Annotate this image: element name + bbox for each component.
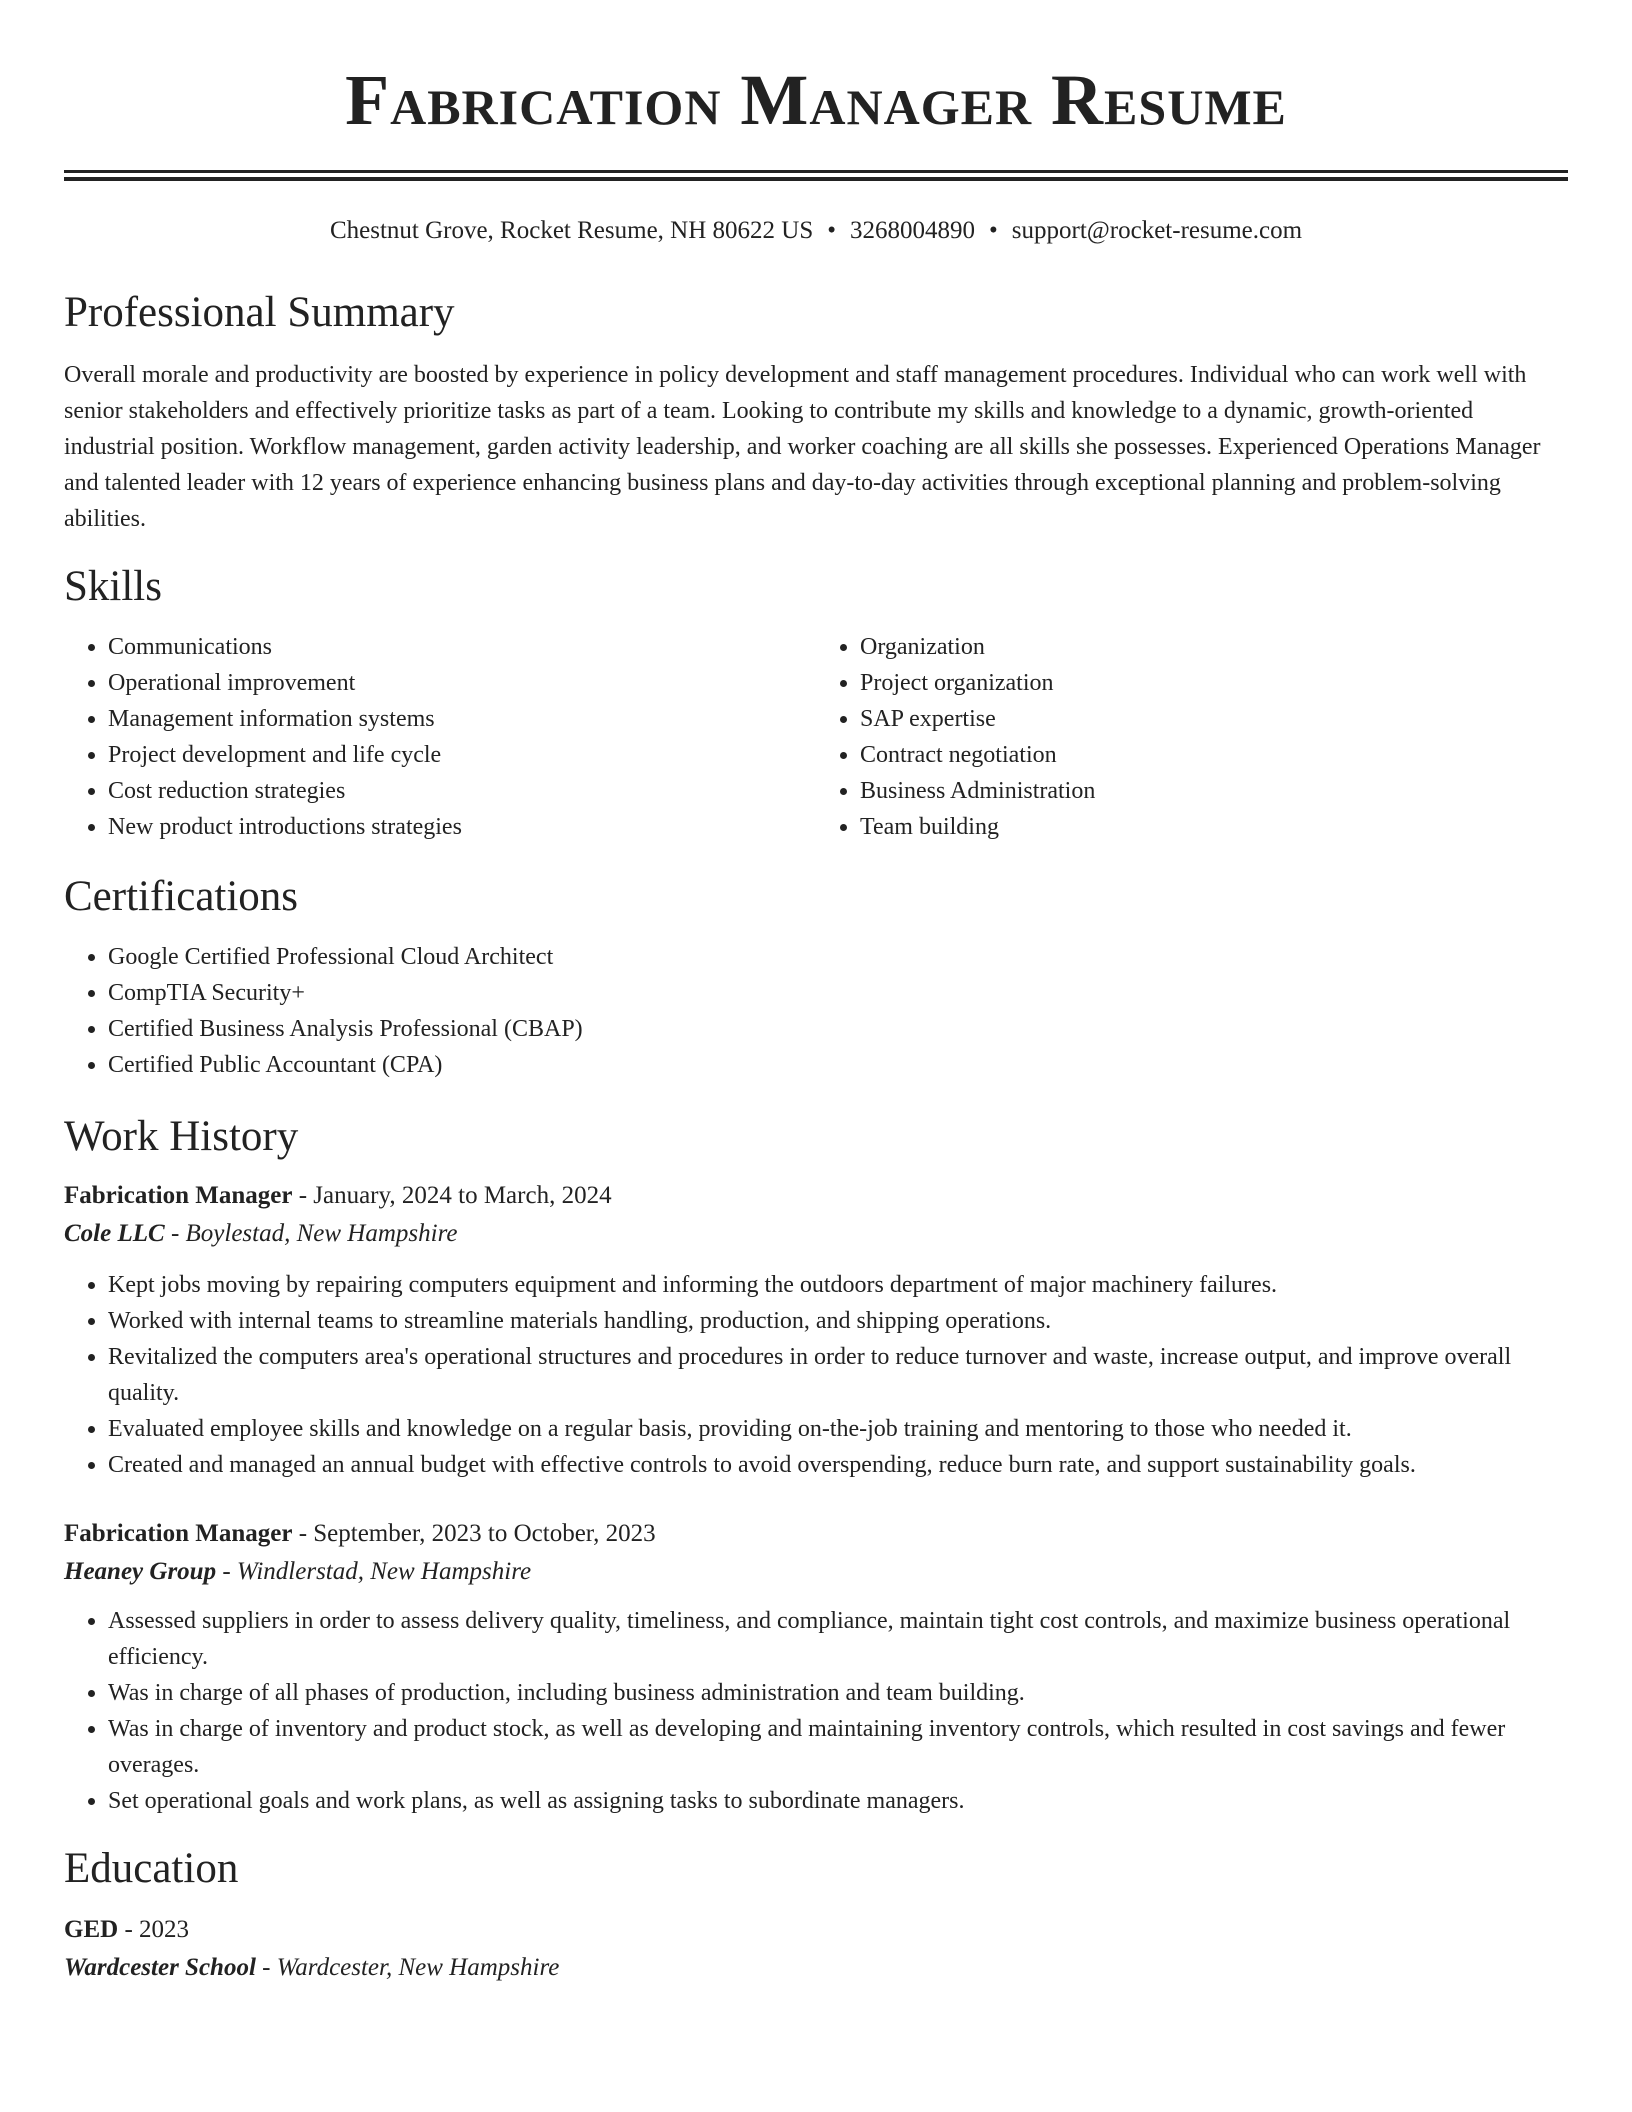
work-history-heading: Work History: [64, 1113, 299, 1160]
skills-list: [64, 629, 1568, 845]
job-title: Fabrication Manager: [64, 1182, 293, 1209]
job-location: - Windlerstad, New Hampshire: [216, 1558, 532, 1585]
skill-item: • Project organization: [860, 665, 1568, 701]
job-duty: • Kept jobs moving by repairing computers equipment and informing the outdoors department of major machinery failures.: [108, 1267, 1568, 1303]
resume-title: Fabrication Manager Resume: [345, 60, 1287, 140]
education-year: - 2023: [118, 1916, 190, 1943]
education-heading: Education: [64, 1845, 239, 1892]
job-title-line: [64, 1177, 1568, 1215]
certification-item: • CompTIA Security+: [108, 975, 1568, 1011]
job-dates: - January, 2024 to March, 2024: [292, 1182, 612, 1209]
skill-item: • SAP expertise: [860, 701, 1568, 737]
job-duty: • Revitalized the computers area's operational structures and procedures in order to reduce turnover and waste, increase output, and improve overall quality.: [108, 1339, 1568, 1411]
job-company-line: [64, 1553, 1568, 1591]
skills-heading: Skills: [64, 563, 162, 610]
education-location: - Wardcester, New Hampshire: [255, 1954, 560, 1981]
job-title-line: [64, 1515, 1568, 1553]
job-duty: • Worked with internal teams to streamline materials handling, production, and shipping operations.: [108, 1303, 1568, 1339]
job-duty: • Created and managed an annual budget with effective controls to avoid overspending, reduce burn rate, and support sustainability goals.: [108, 1447, 1568, 1483]
skill-item: • Business Administration: [860, 773, 1568, 809]
education-degree-line: [64, 1911, 1568, 1949]
summary-text: Overall morale and productivity are boosted by experience in policy development and staff management procedures. Individual who can work well with senior stakeholders and effectively prioritize tasks as part of a team. Looking to contribute my skills and knowledge to a dynamic, growth-oriented industrial position. Workflow management, garden activity leadership, and worker coaching are all skills she possesses. Experienced Operations Manager and talented leader with 12 years of experience enhancing business plans and day-to-day activities through exceptional planning and problem-solving abilities.: [64, 362, 1541, 532]
summary-heading: Professional Summary: [64, 289, 455, 336]
job-duty: • Was in charge of all phases of production, including business administration and team building.: [108, 1675, 1568, 1711]
title-divider: [64, 170, 1568, 181]
certifications-list: [64, 939, 1568, 1083]
education-school-line: [64, 1949, 1568, 1987]
skill-item: • Communications: [108, 629, 816, 665]
job-duties-list: [64, 1603, 1568, 1819]
education-school: Wardcester School: [64, 1954, 256, 1981]
job-company: Cole LLC: [64, 1220, 165, 1247]
contact-phone: 3268004890: [850, 217, 975, 244]
job-duty: • Was in charge of inventory and product stock, as well as developing and maintaining inventory controls, which resulted in cost savings and fewer overages.: [108, 1711, 1568, 1783]
job-duty: • Assessed suppliers in order to assess delivery quality, timeliness, and compliance, maintain tight cost controls, and maximize business operational efficiency.: [108, 1603, 1568, 1675]
job-duty: • Evaluated employee skills and knowledge on a regular basis, providing on-the-job training and mentoring to those who needed it.: [108, 1411, 1568, 1447]
skill-item: • Operational improvement: [108, 665, 816, 701]
job-company-line: [64, 1215, 1568, 1253]
certification-item: • Certified Public Accountant (CPA): [108, 1047, 1568, 1083]
skill-item: • Organization: [860, 629, 1568, 665]
job-entry: [64, 1515, 1568, 1819]
job-duties-list: [64, 1267, 1568, 1483]
skill-item: • New product introductions strategies: [108, 809, 816, 845]
skill-item: • Team building: [860, 809, 1568, 845]
job-entry: [64, 1177, 1568, 1483]
certifications-heading: Certifications: [64, 873, 299, 920]
contact-line: [64, 215, 1568, 247]
skill-item: • Contract negotiation: [860, 737, 1568, 773]
certification-item: • Certified Business Analysis Professional (CBAP): [108, 1011, 1568, 1047]
job-title: Fabrication Manager: [64, 1520, 293, 1547]
job-location: - Boylestad, New Hampshire: [164, 1220, 458, 1247]
contact-address: Chestnut Grove, Rocket Resume, NH 80622 US: [329, 217, 814, 244]
education-degree: GED: [64, 1916, 119, 1943]
skill-item: • Project development and life cycle: [108, 737, 816, 773]
skill-item: • Management information systems: [108, 701, 816, 737]
job-duty: • Set operational goals and work plans, as well as assigning tasks to subordinate managers.: [108, 1783, 1568, 1819]
skills-column-right: [816, 629, 1568, 845]
job-company: Heaney Group: [64, 1558, 217, 1585]
contact-email: support@rocket-resume.com: [1011, 217, 1303, 244]
education-entry: [64, 1911, 1568, 1987]
skills-column-left: [64, 629, 816, 845]
job-dates: - September, 2023 to October, 2023: [292, 1520, 656, 1547]
contact-separator: •: [827, 217, 836, 244]
contact-separator: •: [989, 217, 998, 244]
certification-item: • Google Certified Professional Cloud Architect: [108, 939, 1568, 975]
skill-item: • Cost reduction strategies: [108, 773, 816, 809]
